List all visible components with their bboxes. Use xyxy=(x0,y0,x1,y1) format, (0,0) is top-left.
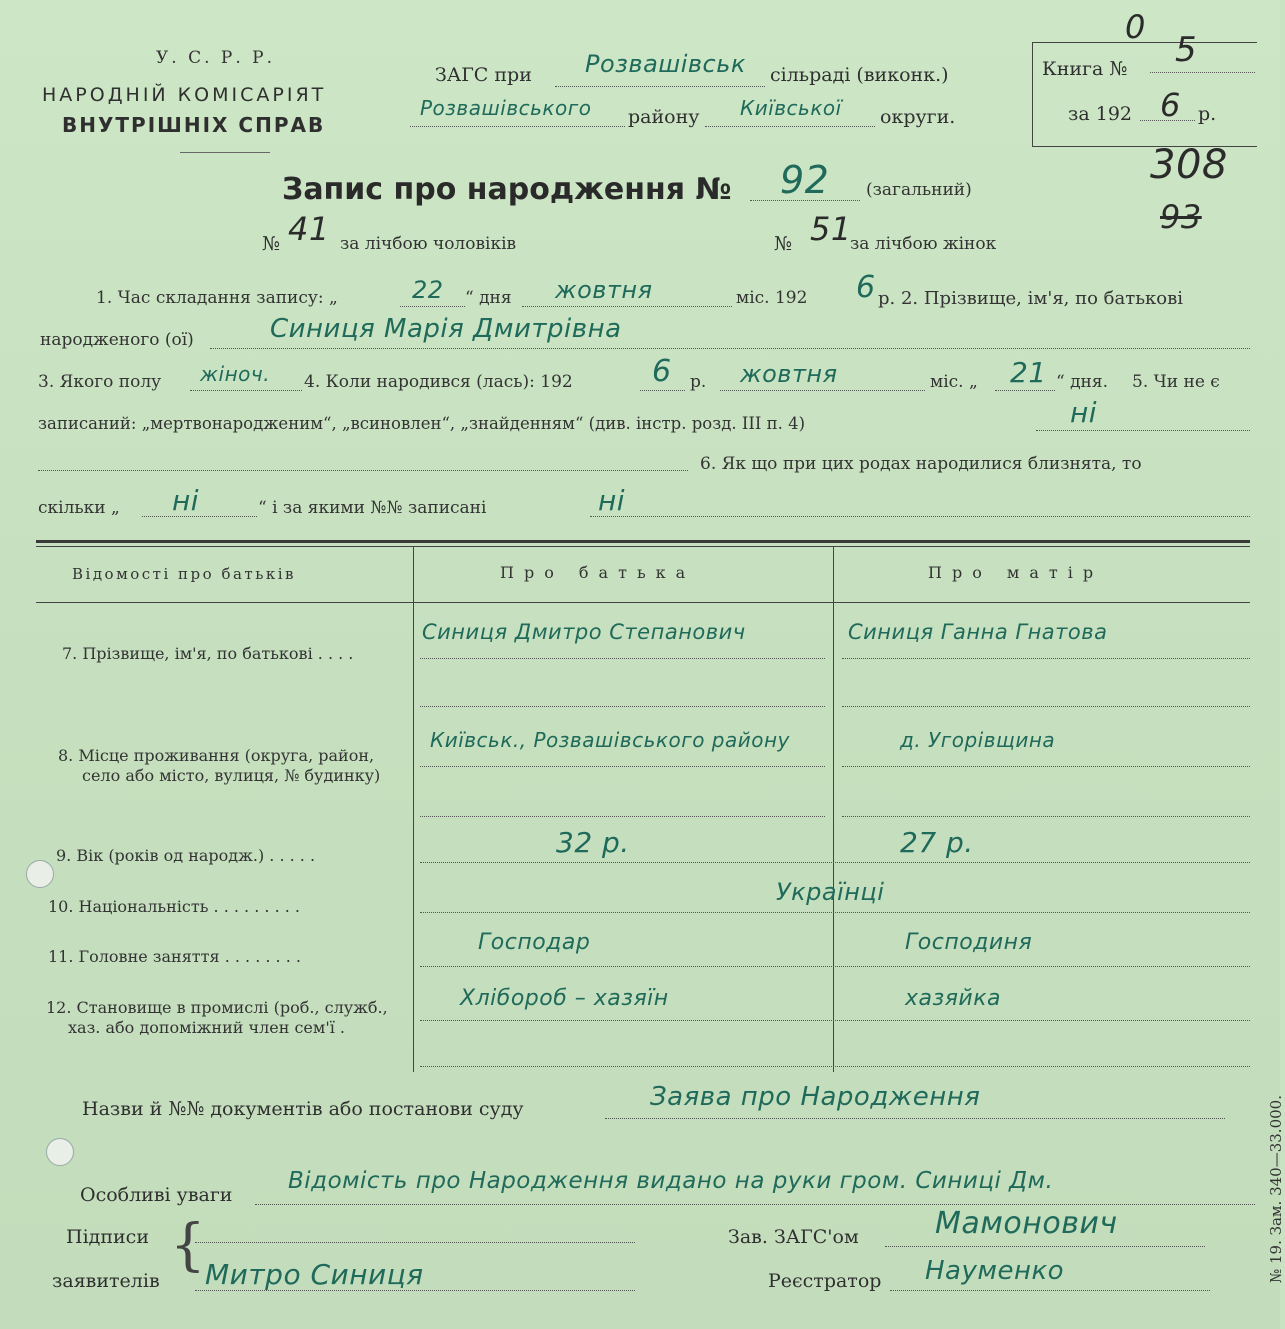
field2-label: р. 2. Прізвище, ім'я, по батькові xyxy=(878,288,1183,309)
row9-line xyxy=(420,862,1250,863)
field6-count-line xyxy=(142,516,257,517)
row11-father-value: Господар xyxy=(478,930,591,955)
field5-line xyxy=(1036,430,1250,431)
field4-month-line xyxy=(720,390,925,391)
field6-which-value: ні xyxy=(598,484,626,517)
record-title: Запис про народження № xyxy=(282,172,732,207)
record-general-label: (загальний) xyxy=(866,180,972,200)
born-name-line xyxy=(210,348,1250,349)
table-top-rule xyxy=(36,540,1250,543)
punch-hole-bottom xyxy=(46,1138,74,1166)
field5-label: 5. Чи не є xyxy=(1132,372,1220,392)
table-divider-1 xyxy=(413,546,414,1072)
field6-blank-line xyxy=(38,470,688,471)
documents-line xyxy=(605,1118,1225,1119)
field1-day-line xyxy=(400,306,465,307)
row10-label: 10. Національність . . . . . . . . . xyxy=(48,897,300,916)
row9-father-value: 32 р. xyxy=(556,826,630,859)
head-zags-label: Зав. ЗАГС'ом xyxy=(728,1226,859,1248)
field5-text: записаний: „мертвонародженим“, „всиновлен“, „знайденням“ (див. інстр. розд. III п. 4) xyxy=(38,414,806,433)
field4-year-line xyxy=(640,390,685,391)
field4-month-value: жовтня xyxy=(740,360,838,388)
table-top-rule-thin xyxy=(36,546,1250,547)
row12-line2 xyxy=(420,1066,1250,1067)
row10-line xyxy=(420,912,1250,913)
row8-label: 8. Місце проживання (округа, район, xyxy=(58,746,375,765)
row9-mother-value: 27 р. xyxy=(900,826,974,859)
applicant-signature: Митро Синиця xyxy=(205,1258,424,1291)
header-underline xyxy=(180,152,270,153)
signature-line-1 xyxy=(195,1242,635,1243)
field6-label: 6. Як що при цих родах народилися близнята, то xyxy=(700,454,1142,474)
table-divider-2 xyxy=(833,546,834,1072)
district-line xyxy=(410,126,625,127)
row8-father-value: Київськ., Розвашівського району xyxy=(430,728,790,752)
book-year-suffix: р. xyxy=(1198,103,1217,125)
row7-father-line xyxy=(420,658,825,659)
field6-which-label: “ і за якими №№ записані xyxy=(258,498,487,518)
row7-mother-line2 xyxy=(842,706,1250,707)
field3-value: жіноч. xyxy=(200,362,271,386)
district-value: Розвашівського xyxy=(420,96,592,120)
okruh-value: Київської xyxy=(740,96,842,120)
row7-mother-line xyxy=(842,658,1250,659)
field1-day-label: “ дня xyxy=(465,288,512,308)
notes-label: Особливі уваги xyxy=(80,1184,233,1206)
okruh-label: округи. xyxy=(880,106,956,128)
signatures-label: Підписи xyxy=(66,1226,149,1248)
book-year-line xyxy=(1140,120,1195,121)
council-label: сільраді (виконк.) xyxy=(770,64,949,86)
field3-line xyxy=(190,390,302,391)
field4-day-label: “ дня. xyxy=(1056,372,1109,392)
zags-council-line xyxy=(555,86,765,87)
row12-father-value: Хлібороб – хазяїн xyxy=(460,986,669,1011)
district-label: району xyxy=(628,106,700,128)
signature-brace: { xyxy=(170,1213,206,1278)
notes-value: Відомість про Народження видано на руки гром. Синиці Дм. xyxy=(288,1168,1054,1194)
signature-line-2 xyxy=(195,1290,635,1291)
row12-line xyxy=(420,1020,1250,1021)
field1-month-line xyxy=(522,306,732,307)
women-count-prefix: № xyxy=(774,233,792,255)
field1-year-label: міс. 192 xyxy=(736,288,808,308)
registrar-line xyxy=(890,1290,1210,1291)
row8-label-2: село або місто, вулиця, № будинку) xyxy=(82,766,381,785)
table-header-rule xyxy=(36,602,1250,603)
field1-month-value: жовтня xyxy=(555,276,653,304)
printer-imprint: № 19. Зам. 340—33.000. xyxy=(1267,1095,1285,1283)
row8-mother-line xyxy=(842,766,1250,767)
head-zags-signature: Мамонович xyxy=(935,1206,1118,1241)
women-count-value: 51 xyxy=(810,210,852,248)
field3-label: 3. Якого полу xyxy=(38,372,162,392)
field1-label: 1. Час складання запису: „ xyxy=(96,288,338,308)
zags-label: ЗАГС при xyxy=(435,64,532,86)
row11-label: 11. Головне заняття . . . . . . . . xyxy=(48,947,301,966)
row7-father-line2 xyxy=(420,706,825,707)
field6-which-line xyxy=(590,516,1250,517)
field4-label: 4. Коли народився (лась): 192 xyxy=(304,372,573,392)
table-header-info: Відомості про батьків xyxy=(72,565,297,583)
applicants-label: заявителів xyxy=(52,1270,160,1292)
field4-r: р. xyxy=(690,372,707,392)
stamp-number-bottom: 93 xyxy=(1160,198,1202,236)
book-year-value: 6 xyxy=(1160,86,1181,124)
field1-year-value: 6 xyxy=(856,270,876,305)
row10-both-value: Українці xyxy=(776,878,885,906)
men-count-prefix: № xyxy=(262,233,280,255)
born-label: народженого (ої) xyxy=(40,330,194,350)
field4-year-value: 6 xyxy=(652,354,672,389)
notes-line xyxy=(255,1204,1255,1205)
men-count-value: 41 xyxy=(288,210,330,248)
field6-count-label: скільки „ xyxy=(38,498,120,518)
women-count-label: за лічбою жінок xyxy=(850,234,997,254)
record-number-line xyxy=(750,200,860,201)
row7-father-value: Синиця Дмитро Степанович xyxy=(422,620,746,644)
ussr-heading: У. С. Р. Р. xyxy=(156,48,275,68)
book-year-label: за 192 xyxy=(1068,103,1132,125)
men-count-label: за лічбою чоловіків xyxy=(340,234,517,254)
stamp-number-top: 308 xyxy=(1150,142,1228,188)
book-box-left xyxy=(1032,42,1033,146)
table-header-father: Про батька xyxy=(500,563,696,582)
okruh-line xyxy=(705,126,875,127)
row7-mother-value: Синиця Ганна Гнатова xyxy=(848,620,1108,644)
row12-label-2: хаз. або допоміжний член сем'ї . xyxy=(68,1018,346,1037)
field1-day-value: 22 xyxy=(412,276,444,304)
zags-council-value: Розвашівськ xyxy=(585,50,746,78)
row11-line xyxy=(420,966,1250,967)
field4-mis: міс. „ xyxy=(930,372,978,392)
documents-label: Назви й №№ документів або постанови суду xyxy=(82,1098,524,1120)
registrar-signature: Науменко xyxy=(925,1256,1065,1286)
row7-label: 7. Прізвище, ім'я, по батькові . . . . xyxy=(62,644,354,663)
registrar-label: Реєстратор xyxy=(768,1270,882,1292)
born-name-value: Синиця Марія Дмитрівна xyxy=(270,314,622,344)
row12-label: 12. Становище в промислі (роб., служб., xyxy=(46,998,388,1017)
row12-mother-value: хазяйка xyxy=(905,986,1002,1011)
row8-father-line2 xyxy=(420,816,825,817)
commissariat-heading: НАРОДНІЙ КОМІСАРІЯТ xyxy=(42,84,327,106)
punch-hole-top xyxy=(26,860,54,888)
book-number-value: 5 xyxy=(1175,30,1198,70)
row8-father-line xyxy=(420,766,825,767)
record-number-value: 92 xyxy=(780,158,830,202)
row11-mother-value: Господиня xyxy=(905,930,1033,955)
field4-day-value: 21 xyxy=(1010,356,1047,389)
field5-value: ні xyxy=(1070,396,1098,429)
book-number-line xyxy=(1150,72,1255,73)
head-zags-line xyxy=(885,1246,1205,1247)
row8-mother-value: д. Угорівщина xyxy=(900,728,1056,752)
field6-count-value: ні xyxy=(172,484,200,517)
field4-day-line xyxy=(995,390,1055,391)
table-header-mother: Про матір xyxy=(928,563,1104,582)
row9-label: 9. Вік (років од народж.) . . . . . xyxy=(56,846,316,865)
book-label: Книга № xyxy=(1042,58,1128,80)
row8-mother-line2 xyxy=(842,816,1250,817)
documents-value: Заява про Народження xyxy=(650,1082,981,1112)
internal-affairs-heading: ВНУТРІШНІХ СПРАВ xyxy=(62,113,326,137)
book-corner-value: 0 xyxy=(1125,8,1146,46)
